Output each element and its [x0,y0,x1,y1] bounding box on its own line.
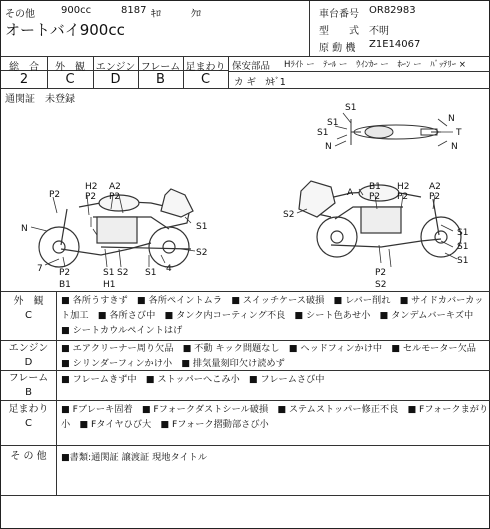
left-label-p2-3: P2 [109,192,121,202]
right-label-p2-2: P2 [397,192,409,202]
engine-number: Z1E14067 [369,39,421,50]
top-label-s1-3: S1 [317,128,329,138]
section-other-label: そ の 他 [10,451,47,462]
color-label: ｸﾛ [191,9,201,20]
right-label-a: A [347,188,354,198]
grade-overall-value: 2 [19,72,29,87]
left-label-s2-2: S2 [117,268,129,278]
left-label-p2-2: P2 [85,192,97,202]
grade-suspension-label: 足まわり [185,62,226,73]
frame-no: OR82983 [369,5,416,16]
section-suspension-grade: C [25,418,32,429]
section-frame-grade: B [25,387,32,398]
top-label-n-1: N [325,142,332,152]
section-suspension-label: 足まわり [8,404,49,415]
grade-frame-value: B [156,72,165,87]
damage-diagram [1,99,490,291]
left-label-p2-1: P2 [49,190,61,200]
grade-suspension-value: C [200,72,211,87]
left-label-s1-3: S1 [145,268,157,278]
top-label-n-3: N [451,142,458,152]
section-suspension-text: ■ Fブレーキ固着 ■ Fフォークダストシール破損 ■ ステムストッパー修正不良 ■ Fフォークまがり小 ■ Fタイヤひび大 ■ Fフォーク摺動部さび小 [61,404,489,430]
left-label-h1: H1 [103,280,116,290]
right-label-s1-2: S1 [457,242,469,252]
grade-engine-value: D [110,72,121,87]
right-label-p2-1: P2 [369,192,381,202]
top-label-n-2: N [448,114,455,124]
frame-no-label: 車台番号 [319,9,359,20]
right-label-s2-2: S2 [375,280,387,290]
section-frame-label: フレーム [8,373,49,384]
section-exterior-grade: C [25,310,32,321]
section-exterior-text: ■ 各所うすきず ■ 各所ペイントムラ ■ スイッチケース破損 ■ レバー削れ ■ サイドカバーカット加工 ■ 各所さび中 ■ タンク内コーティング不良 ■ シート色あせ小 ■ タンデムバーキズ中 ■ シートカウルペイントはげ [61,295,484,336]
grade-engine-label: エンジン [95,62,136,73]
right-label-s1-3: S1 [457,256,469,266]
left-label-s1-2: S1 [103,268,115,278]
top-label-s1-2: S1 [327,118,339,128]
left-label-n: N [21,224,28,234]
right-label-p2-3: P2 [429,192,441,202]
model-label: 型 式 [319,26,359,37]
section-engine-label: エンジン [8,343,49,354]
grade-frame-label: フレーム [140,62,181,73]
right-label-b1: B1 [369,182,381,192]
bike-top-view-icon [351,119,441,145]
left-label-4: 4 [166,264,172,274]
grade-overall-label: 総 合 [9,62,39,73]
section-frame-text: ■ フレームきず中 ■ ストッパーへこみ小 ■ フレームさび中 [61,374,325,385]
left-label-7: 7 [37,264,43,274]
category: その他 [5,9,35,20]
top-label-s1-1: S1 [345,103,357,113]
registration-status: 通関証 未登録 [5,94,75,105]
grade-exterior-value: C [65,72,75,87]
right-label-s2: S2 [283,210,295,220]
displacement: 900cc [61,5,92,16]
parts-row-2: カ ギ ｶｷﾞ1 [234,77,286,88]
parts-row-1: Hﾗｲﾄ ー ﾃｰﾙ ー ｳｲﾝｶｰ ー ﾎｰﾝ ー ﾊﾞｯﾃﾘｰ × [284,60,467,70]
unit-label: ｷﾛ [151,9,161,20]
model-value: 不明 [369,26,389,37]
section-engine-text: ■ エアクリーナー周り欠品 ■ 不動 キック問題なし ■ ヘッドフィンかけ中 ■ セルモーター欠品 ■ シリンダーフィンかけ小 ■ 排気量刻印欠け読めず [61,343,486,369]
parts-title: 保安部品 [232,61,271,72]
lot-number: 8187 [121,5,147,16]
right-label-p2-4: P2 [375,268,387,278]
vehicle-title: オートバイ900cc [5,21,125,39]
section-other-text: ■書類:通関証 譲渡証 現地タイトル [61,452,208,463]
grade-exterior-label: 外 観 [55,62,85,73]
left-label-s2: S2 [196,248,208,258]
left-label-b1: B1 [59,280,71,290]
top-label-t: T [456,128,462,138]
engine-label: 原 動 機 [319,43,356,54]
section-exterior-label: 外 観 [13,296,44,307]
right-label-a2: A2 [429,182,441,192]
left-label-a2: A2 [109,182,121,192]
left-label-p2-4: P2 [59,268,71,278]
right-label-h2: H2 [397,182,410,192]
left-label-h2: H2 [85,182,98,192]
right-label-s1-1: S1 [457,228,469,238]
left-label-s1-1: S1 [196,222,208,232]
section-engine-grade: D [24,357,33,368]
